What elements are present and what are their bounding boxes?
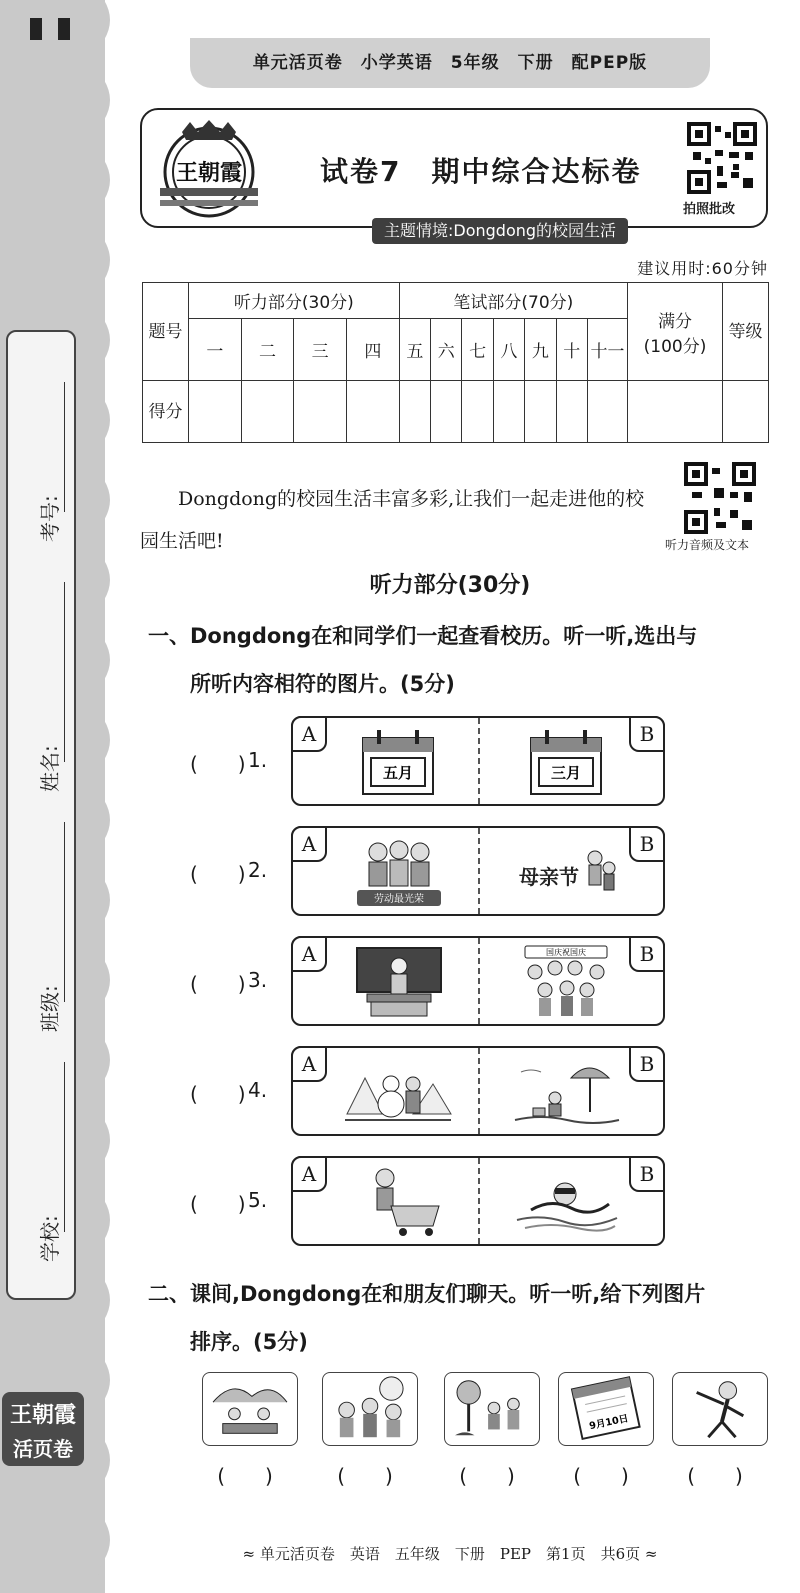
item-number: 5. [248, 1188, 268, 1212]
score-cell[interactable] [462, 381, 493, 443]
option-b-label: B [629, 1046, 665, 1082]
option-a-label: A [291, 716, 327, 752]
score-cell[interactable] [189, 381, 242, 443]
intro-text: Dongdong的校园生活丰富多彩,让我们一起走进他的校园生活吧! [140, 488, 645, 552]
option-b-label: B [629, 716, 665, 752]
col-1: 一 [189, 319, 242, 381]
score-cell[interactable] [241, 381, 294, 443]
order-blank[interactable]: ( ) [687, 1464, 753, 1488]
national-day-icon[interactable] [511, 944, 621, 1020]
col-7: 七 [462, 319, 493, 381]
row-label-score: 得分 [143, 381, 189, 443]
writing-header: 笔试部分(70分) [399, 283, 627, 319]
registration-marks [30, 18, 86, 44]
option-b-label: B [629, 936, 665, 972]
wave-edge [86, 0, 122, 1593]
kids-group-picture[interactable] [322, 1372, 418, 1446]
item-number: 4. [248, 1078, 268, 1102]
score-table [142, 282, 769, 443]
choice-box [291, 716, 665, 806]
col-6: 六 [431, 319, 462, 381]
option-a-label: A [291, 1156, 327, 1192]
score-cell[interactable] [525, 381, 556, 443]
school-label: 学校: [38, 1215, 62, 1262]
score-cell[interactable] [294, 381, 347, 443]
option-a-label: A [291, 1046, 327, 1082]
brand-line1: 王朝霞 [9, 1402, 76, 1428]
full-score-cell [628, 283, 723, 381]
listening-item-4 [190, 1046, 665, 1136]
question-2-line2: 排序。(5分) [190, 1330, 308, 1354]
page-footer: ≈ 单元活页卷 英语 五年级 下册 PEP 第1页 共6页 ≈ [242, 1545, 658, 1563]
col-8: 八 [493, 319, 524, 381]
national-day-text: 国庆祝国庆 [546, 948, 586, 957]
listening-section-title: 听力部分(30分) [369, 573, 531, 598]
grade-label: 等级 [723, 283, 769, 381]
calendar-may-icon[interactable] [343, 724, 453, 800]
audio-qr-label: 听力音频及文本 [665, 538, 750, 552]
col-9: 九 [525, 319, 556, 381]
col-10: 十 [556, 319, 587, 381]
question-1-line2: 所听内容相符的图片。(5分) [190, 672, 455, 696]
choice-box [291, 826, 665, 916]
calendar-a-text: 五月 [382, 764, 414, 782]
question-1-line1: 一、Dongdong在和同学们一起查看校历。听一听,选出与 [148, 624, 698, 648]
answer-blank[interactable]: ( ) [190, 1192, 246, 1216]
series-band: 单元活页卷 小学英语 5年级 下册 配PEP版 [190, 38, 710, 88]
ordering-row [196, 1372, 776, 1488]
exam-title: 试卷7 期中综合达标卷 [320, 155, 642, 188]
student-info-box [6, 330, 76, 1300]
score-cell[interactable] [556, 381, 587, 443]
order-blank[interactable]: ( ) [337, 1464, 403, 1488]
brand-line2: 活页卷 [13, 1437, 73, 1461]
score-cell[interactable] [431, 381, 462, 443]
answer-blank[interactable]: ( ) [190, 1082, 246, 1106]
col-5: 五 [399, 319, 430, 381]
item-number: 3. [248, 968, 268, 992]
theme-tag: 主题情境:Dongdong的校园生活 [372, 218, 628, 244]
park-family-picture[interactable] [444, 1372, 540, 1446]
answer-blank[interactable]: ( ) [190, 752, 246, 776]
question-2-prompt [148, 1270, 773, 1366]
brand-badge [2, 1392, 84, 1466]
score-cell[interactable] [628, 381, 723, 443]
full-score-label: 满分 [658, 311, 692, 332]
item-number: 2. [248, 858, 268, 882]
question-2-line1: 二、课间,Dongdong在和朋友们聊天。听一听,给下列图片 [148, 1282, 706, 1306]
full-score-value: (100分) [643, 336, 707, 357]
order-blank[interactable]: ( ) [573, 1464, 639, 1488]
winter-snowman-icon[interactable] [343, 1054, 453, 1130]
option-a-label: A [291, 936, 327, 972]
name-label: 姓名: [38, 745, 62, 792]
class-label: 班级: [38, 985, 62, 1032]
listening-item-1 [190, 716, 665, 806]
labour-day-icon[interactable] [343, 834, 453, 910]
title-box [140, 108, 768, 228]
calendar-date-text: 9月10日 [588, 1413, 630, 1433]
order-blank[interactable]: ( ) [459, 1464, 525, 1488]
qr-code-icon[interactable] [687, 122, 757, 194]
score-cell[interactable] [347, 381, 400, 443]
swimming-boy-icon[interactable] [511, 1164, 621, 1240]
option-a-label: A [291, 826, 327, 862]
logo-text: 王朝霞 [175, 160, 243, 186]
choice-box [291, 1156, 665, 1246]
answer-blank[interactable]: ( ) [190, 972, 246, 996]
answer-blank[interactable]: ( ) [190, 862, 246, 886]
order-blank[interactable]: ( ) [217, 1464, 283, 1488]
exam-number-label: 考号: [38, 495, 62, 542]
calendar-march-icon[interactable] [511, 724, 621, 800]
mothers-day-text: 母亲节 [519, 865, 579, 889]
score-cell[interactable] [493, 381, 524, 443]
col-11: 十一 [588, 319, 628, 381]
calendar-sept-picture[interactable] [558, 1372, 654, 1446]
item-number: 1. [248, 748, 268, 772]
picnic-picture[interactable] [202, 1372, 298, 1446]
col-2: 二 [241, 319, 294, 381]
score-cell[interactable] [723, 381, 769, 443]
question-1-prompt [148, 612, 773, 708]
row-label-question: 题号 [143, 283, 189, 381]
listening-item-3 [190, 936, 665, 1026]
score-cell[interactable] [588, 381, 628, 443]
option-b-label: B [629, 1156, 665, 1192]
audio-qr-code-icon[interactable] [684, 462, 756, 534]
publisher-logo [154, 118, 264, 222]
mothers-day-icon[interactable] [511, 834, 621, 910]
option-b-label: B [629, 826, 665, 862]
listening-item-5 [190, 1156, 665, 1246]
choice-box [291, 1046, 665, 1136]
banner-a-text: 劳动最光荣 [374, 894, 424, 905]
summer-beach-icon[interactable] [511, 1054, 621, 1130]
col-3: 三 [294, 319, 347, 381]
exercise-boy-picture[interactable] [672, 1372, 768, 1446]
listening-item-2 [190, 826, 665, 916]
calendar-b-text: 三月 [550, 764, 582, 782]
listening-header: 听力部分(30分) [189, 283, 400, 319]
teacher-classroom-icon[interactable] [343, 944, 453, 1020]
choice-box [291, 936, 665, 1026]
qr-label-grade: 拍照批改 [683, 202, 736, 217]
shopping-cart-boy-icon[interactable] [343, 1164, 453, 1240]
col-4: 四 [347, 319, 400, 381]
suggested-time: 建议用时:60分钟 [637, 259, 768, 278]
score-cell[interactable] [399, 381, 430, 443]
